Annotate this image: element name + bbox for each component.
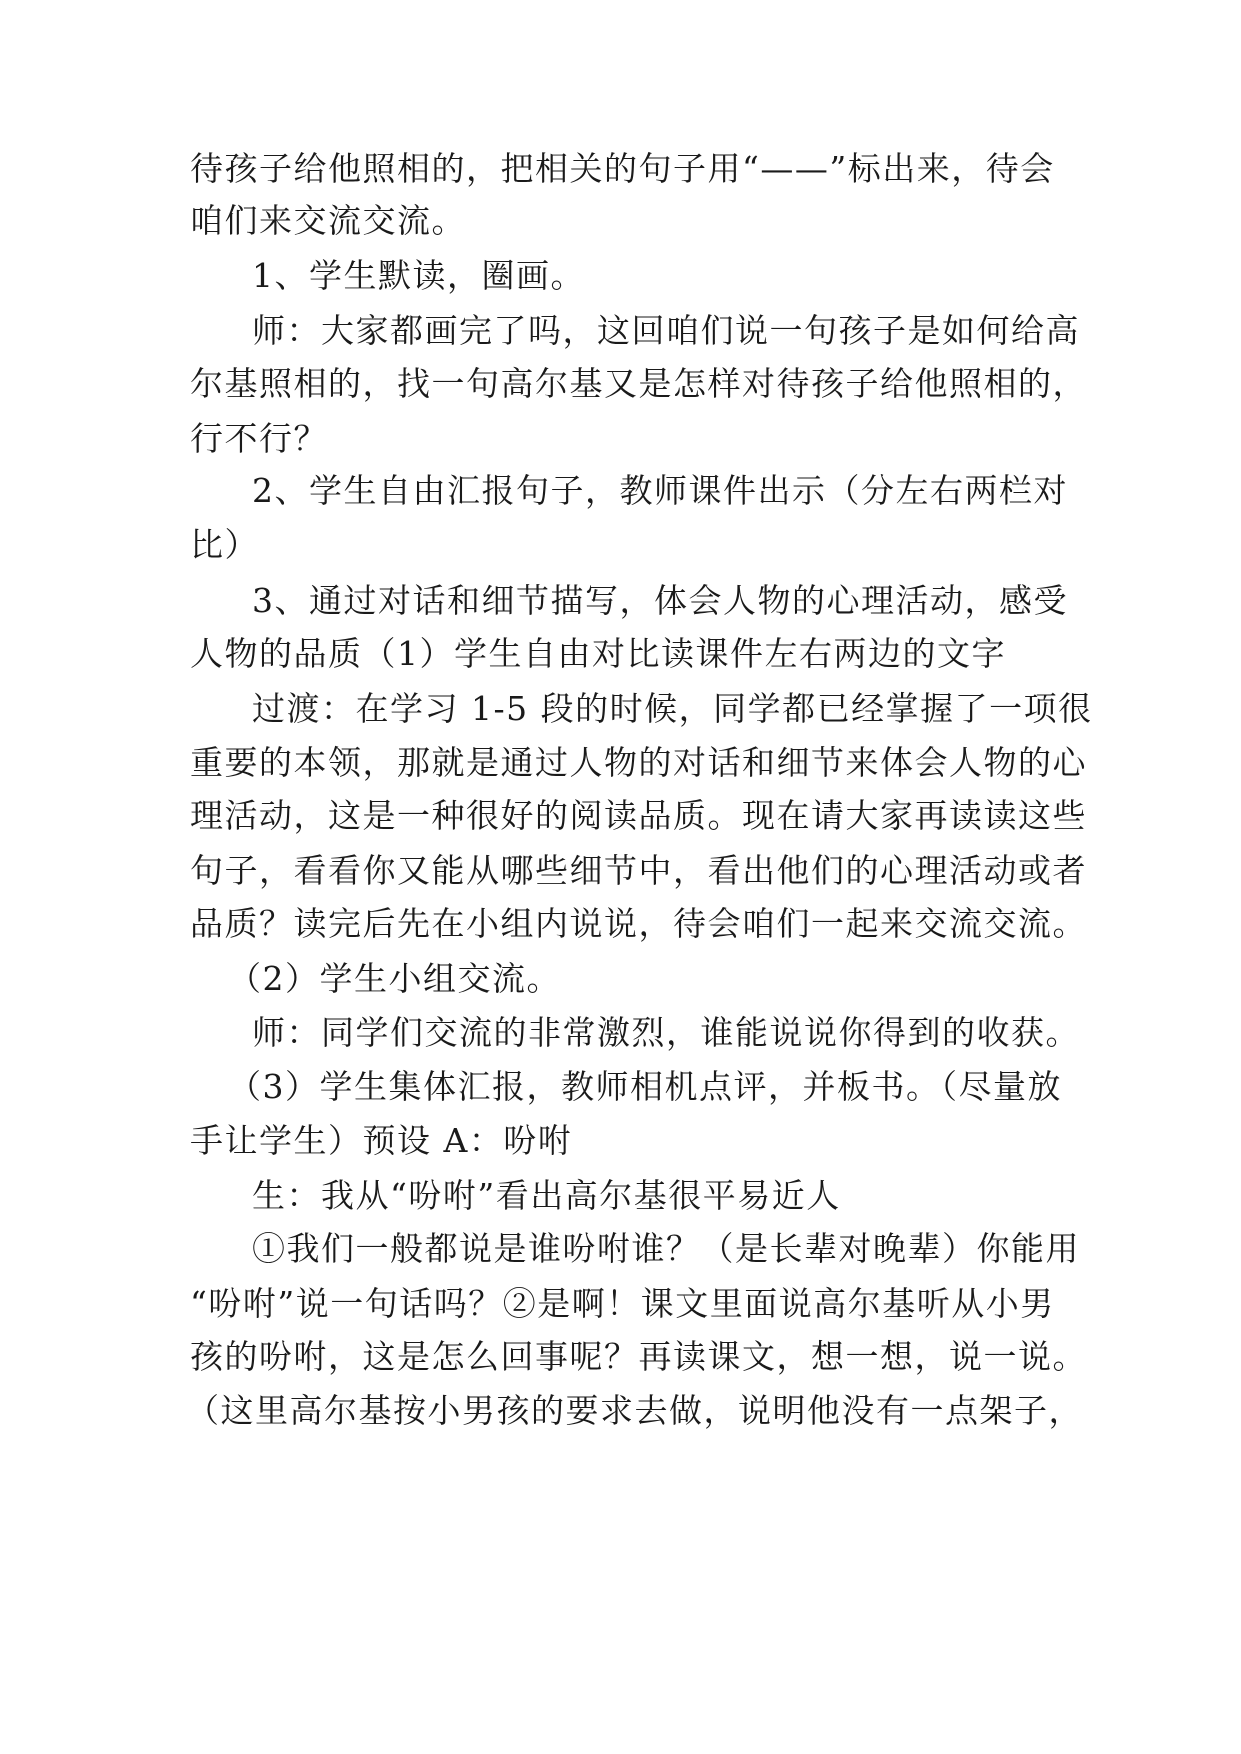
text-line-1: 待孩子给他照相的，把相关的句子用“——”标出来，待会 [190,149,1055,188]
text-line-20: 生：我从“吩咐”看出高尔基很平易近人 [252,1176,841,1215]
text-line-13: 理活动，这是一种很好的阅读品质。现在请大家再读读这些 [190,796,1087,835]
text-line-21: ①我们一般都说是谁吩咐谁？（是长辈对晚辈）你能用 [252,1229,1080,1268]
text-line-8: 比） [190,525,259,564]
text-line-24: （这里高尔基按小男孩的要求去做，说明他没有一点架子， [186,1391,1083,1430]
text-line-2: 咱们来交流交流。 [190,201,466,240]
text-line-6: 行不行？ [190,419,328,458]
text-line-9: 3、通过对话和细节描写，体会人物的心理活动，感受 [252,581,1068,620]
text-line-23: 孩的吩咐，这是怎么回事呢？再读课文，想一想，说一说。 [190,1337,1087,1376]
text-line-19: 手让学生）预设 A：吩咐 [190,1121,573,1160]
text-line-5: 尔基照相的，找一句高尔基又是怎样对待孩子给他照相的， [190,364,1087,403]
text-line-15: 品质？读完后先在小组内说说，待会咱们一起来交流交流。 [190,904,1087,943]
text-line-4: 师：大家都画完了吗，这回咱们说一句孩子是如何给高 [252,311,1080,350]
text-line-10: 人物的品质（1）学生自由对比读课件左右两边的文字 [190,634,1006,673]
text-line-17: 师：同学们交流的非常激烈，谁能说说你得到的收获。 [252,1013,1080,1052]
text-line-11: 过渡：在学习 1-5 段的时候，同学都已经掌握了一项很 [252,689,1093,728]
text-line-18: （3）学生集体汇报，教师相机点评，并板书。（尽量放 [228,1067,1062,1106]
text-line-3: 1、学生默读，圈画。 [252,256,585,295]
text-line-7: 2、学生自由汇报句子，教师课件出示（分左右两栏对 [252,471,1068,510]
text-line-16: （2）学生小组交流。 [228,959,561,998]
text-line-12: 重要的本领，那就是通过人物的对话和细节来体会人物的心 [190,743,1087,782]
text-line-22: “吩咐”说一句话吗？②是啊！课文里面说高尔基听从小男 [190,1284,1055,1323]
text-line-14: 句子，看看你又能从哪些细节中，看出他们的心理活动或者 [190,851,1087,890]
